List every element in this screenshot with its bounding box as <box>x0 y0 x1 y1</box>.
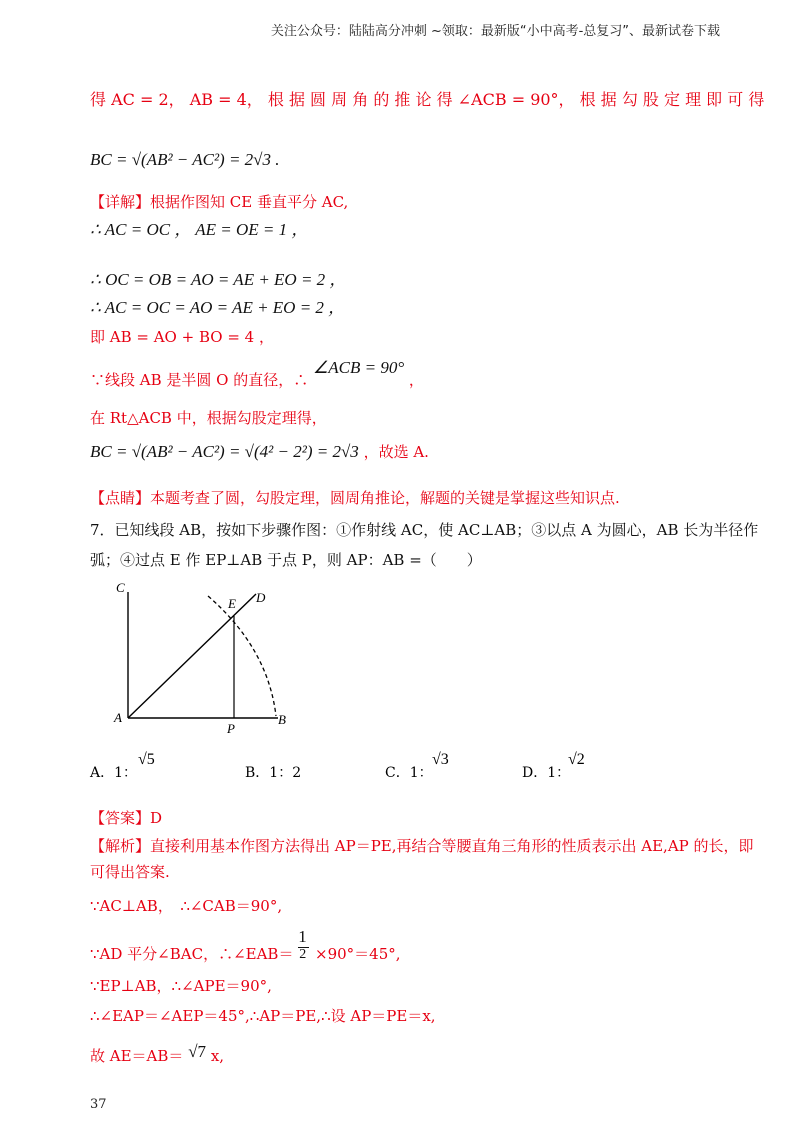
angle-bisector-statement: ∵AD 平分∠BAC，∴∠EAB＝ <box>90 945 294 963</box>
option-b-label: B．1：2 <box>245 765 302 781</box>
solution-line-6: ∴∠EAP＝∠AEP＝45°,∴AP＝PE,∴设 AP＝PE＝x, <box>90 1007 436 1025</box>
option-d-root: √2 <box>568 751 585 768</box>
diameter-statement: ∵线段 AB 是半圆 O 的直径，∴ <box>90 371 309 389</box>
label-d: D <box>256 590 266 605</box>
text-line-8 <box>90 358 424 390</box>
option-a-label: A．1： <box>90 765 138 781</box>
page-number: 37 <box>90 1097 107 1112</box>
choice-statement: ，故选 A. <box>363 443 429 461</box>
equation-line-7: 即 AB = AO + BO = 4 ， <box>90 328 274 346</box>
key-point-note: 【点睛】本题考查了圆，勾股定理，圆周角推论，解题的关键是掌握这些知识点. <box>90 489 620 507</box>
half-angle-result: ×90°＝45°, <box>315 945 401 963</box>
option-c-root: √3 <box>432 751 449 768</box>
solution-line-5: ∵EP⊥AB，∴∠APE＝90°, <box>90 977 272 995</box>
equation-bc-full: BC = √(AB² − AC²) = √(4² − 2²) = 2√3 <box>90 442 359 461</box>
angle-acb-formula: ∠ACB = 90° <box>313 358 405 377</box>
label-p: P <box>227 721 235 736</box>
label-e: E <box>228 596 236 611</box>
geometry-figure <box>110 578 310 738</box>
root-seven: √7 <box>188 1042 207 1061</box>
ae-statement: 故 AE＝AB＝ <box>90 1047 184 1065</box>
fraction-numerator: 1 <box>298 927 307 946</box>
label-b: B <box>278 712 286 727</box>
text-line-1: 得 AC = 2， AB = 4， 根 据 圆 周 角 的 推 论 得 ∠ACB = 90°， 根 据 勾 股 定 理 即 可 得 <box>90 90 765 109</box>
equation-line-5: ∴ OC = OB = AO = AE + EO = 2 ， <box>90 270 347 289</box>
solution-line-7 <box>90 1042 225 1066</box>
comma: ， <box>408 371 424 389</box>
fraction-denominator: 2 <box>299 947 307 962</box>
page-header: 关注公众号：陆陆高分冲刺 ~领取：最新版“小中高考-总复习”、最新试卷下载 <box>270 24 720 39</box>
solution-line-4 <box>90 927 401 964</box>
solution-line-1: 【解析】直接利用基本作图方法得出 AP＝PE,再结合等腰直角三角形的性质表示出 AE,AP 的长，即 <box>90 837 754 855</box>
question-line-2: 弧；④过点 E 作 EP⊥AB 于点 P，则 AP：AB =（ ） <box>90 551 482 569</box>
option-a-root: √5 <box>138 751 155 768</box>
label-a: A <box>114 710 122 725</box>
solution-line-3: ∵AC⊥AB， ∴∠CAB＝90°, <box>90 897 283 915</box>
ray-ad <box>128 594 256 718</box>
equation-bc: BC = √(AB² − AC²) = 2√3 . <box>90 150 280 169</box>
equation-line-6: ∴ AC = OC = AO = AE + EO = 2 ， <box>90 298 346 317</box>
solution-line-2: 可得出答案. <box>90 863 170 881</box>
answer-label: 【答案】D <box>90 809 163 827</box>
option-c-label: C．1： <box>385 765 433 781</box>
equation-line-4: ∴ AC = OC ， AE = OE = 1 ， <box>90 220 309 239</box>
question-line-1: 7．已知线段 AB，按如下步骤作图：①作射线 AC，使 AC⊥AB；③以点 A 为圆心，AB 长为半径作 <box>90 521 759 539</box>
variable-x: x, <box>210 1047 225 1065</box>
option-d-label: D．1： <box>522 765 571 781</box>
detail-heading: 【详解】根据作图知 CE 垂直平分 AC, <box>90 193 349 211</box>
text-line-10 <box>90 442 429 462</box>
arc-dashed <box>208 596 276 716</box>
text-line-9: 在 Rt△ACB 中，根据勾股定理得， <box>90 409 327 427</box>
label-c: C <box>116 580 125 595</box>
